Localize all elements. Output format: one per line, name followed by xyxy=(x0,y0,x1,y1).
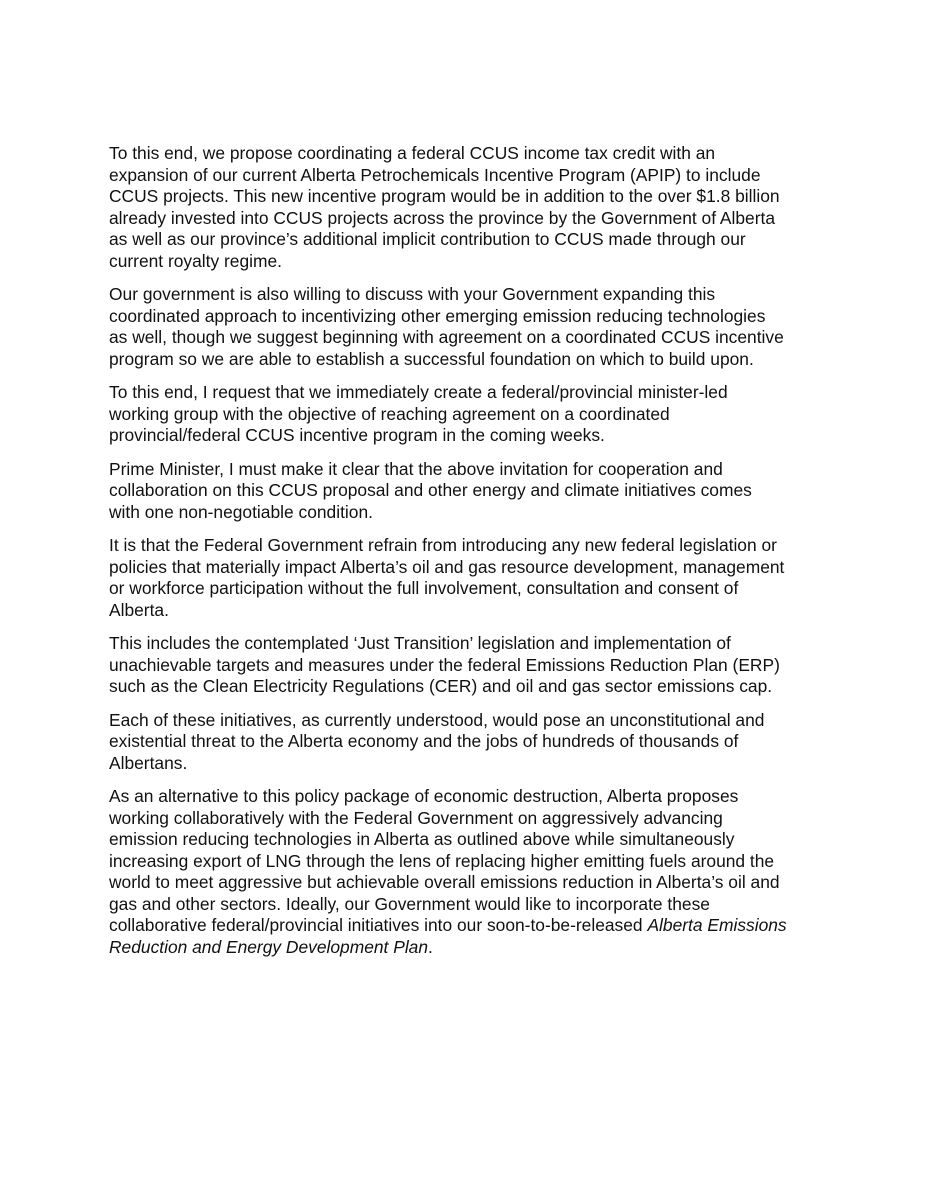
paragraph-refrain-legislation: It is that the Federal Government refrain from introducing any new federal legislation or policies that materially impact Alberta’s oil and gas resource development, management or workforce participation without the full involvement, consultation and consent of Alberta. xyxy=(109,535,785,620)
paragraph-working-group: To this end, I request that we immediately create a federal/provincial minister-led working group with the objective of reaching agreement on a coordinated provincial/federal CCUS incentive program in the coming weeks. xyxy=(109,382,728,445)
paragraph-just-transition: This includes the contemplated ‘Just Transition’ legislation and implementation of unachievable targets and measures under the federal Emissions Reduction Plan (ERP) such as the Clean Electricity Regulations (CER) and oil and gas sector emissions cap. xyxy=(109,633,780,696)
paragraph-expanding-approach: Our government is also willing to discuss with your Government expanding this coordinated approach to incentivizing other emerging emission reducing technologies as well, though we suggest beginning with agreement on a coordinated CCUS incentive program so we are able to establish a successful foundation on which to build upon. xyxy=(109,284,784,369)
paragraph-ccus-tax-credit: To this end, we propose coordinating a federal CCUS income tax credit with an expansion of our current Alberta Petrochemicals Incentive Program (APIP) to include CCUS projects. This new incentive program would be in addition to the over $1.8 billion already invested into CCUS projects across the province by the Government of Alberta as well as our province’s additional implicit contribution to CCUS made through our current royalty regime. xyxy=(109,143,780,271)
paragraph-alternative xyxy=(109,786,824,958)
paragraph-threat: Each of these initiatives, as currently understood, would pose an unconstitutional and existential threat to the Alberta economy and the jobs of hundreds of thousands of Albertans. xyxy=(109,709,765,773)
plan-title: Alberta Emissions Reduction and Energy Development Plan xyxy=(109,915,787,957)
alternative-end: . xyxy=(428,936,433,957)
paragraph-condition: Prime Minister, I must make it clear that the above invitation for cooperation and collaboration on this CCUS proposal and other energy and climate initiatives comes with one non-negotiable condition. xyxy=(109,458,752,522)
letter-body xyxy=(109,143,824,970)
alternative-text: As an alternative to this policy package of economic destruction, Alberta proposes working collaboratively with the Federal Government on aggressively advancing emission reducing technologies in Alberta as outlined above while simultaneously increasing export of LNG through the lens of replacing higher emitting fuels around the world to meet aggressive but achievable overall emissions reduction in Alberta’s oil and gas and other sectors. Ideally, our Government would like to incorporate these collaborative federal/provincial initiatives into our soon-to-be-released xyxy=(109,786,780,935)
